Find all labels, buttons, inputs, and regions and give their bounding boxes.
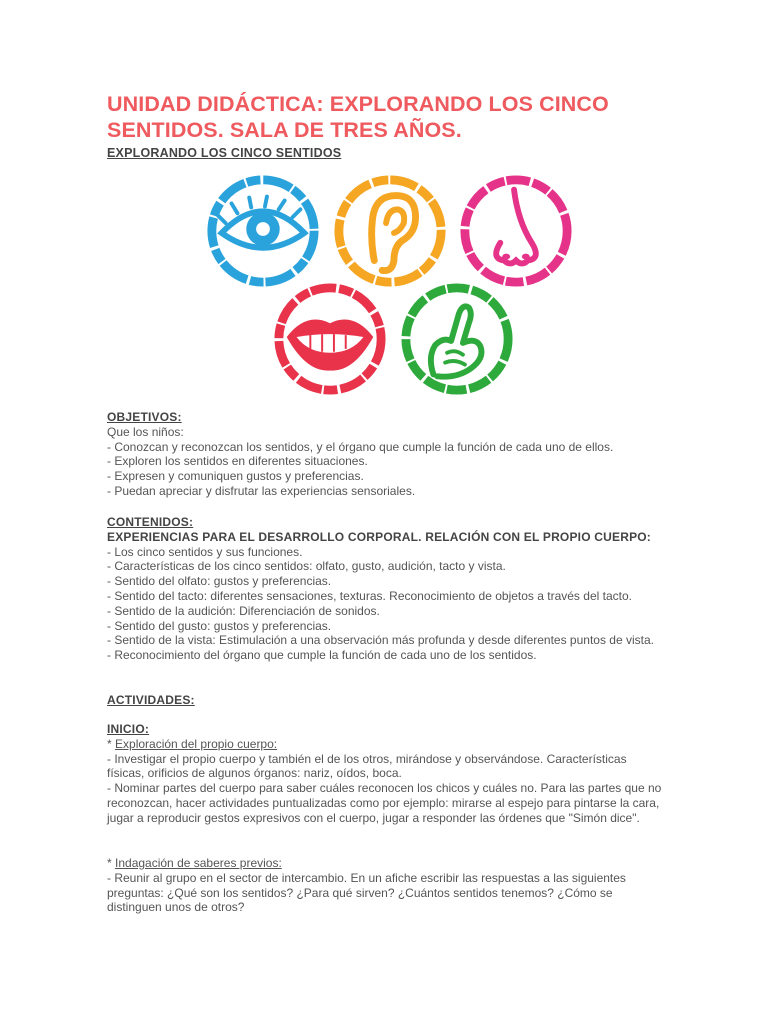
hand-icon: [398, 280, 516, 398]
objetivos-heading: OBJETIVOS:: [107, 410, 182, 424]
list-item: - Investigar el propio cuerpo y también el de los otros, mirándose y observándose. Características físicas, orificios de algunos órganos: nariz, oídos, boca.: [107, 751, 627, 781]
contenidos-section: [107, 515, 667, 663]
indagacion-section: [107, 856, 667, 915]
inicio-section: [107, 722, 667, 826]
contenidos-heading: CONTENIDOS:: [107, 515, 194, 529]
contenidos-subheading: EXPERIENCIAS PARA EL DESARROLLO CORPORAL. RELACIÓN CON EL PROPIO CUERPO:: [107, 529, 652, 544]
list-item: - Expresen y comuniquen gustos y preferencias.: [107, 469, 364, 484]
list-item: - Sentido del olfato: gustos y preferencias.: [107, 574, 332, 589]
mouth-icon: [271, 280, 389, 398]
list-item: - Reunir al grupo en el sector de intercambio. En un afiche escribir las respuestas a las siguientes preguntas: ¿Qué son los sentidos? ¿Para qué sirven? ¿Cuántos sentidos tenemos? ¿Cómo se distinguen unos de otros?: [107, 870, 626, 915]
actividades-heading: ACTIVIDADES:: [107, 693, 195, 707]
list-item: - Exploren los sentidos en diferentes situaciones.: [107, 454, 368, 469]
page-title: UNIDAD DIDÁCTICA: EXPLORANDO LOS CINCO SENTIDOS. SALA DE TRES AÑOS.: [107, 92, 609, 142]
list-item: - Reconocimiento del órgano que cumple la función de cada uno de los sentidos.: [107, 648, 537, 663]
nose-icon: [457, 172, 575, 290]
eye-icon: [204, 172, 322, 290]
objetivos-section: [107, 410, 667, 499]
list-item: - Nominar partes del cuerpo para saber cuáles reconocen los chicos y cuáles no. Para las partes que no reconozcan, hacer actividades puntualizadas como por ejemplo: mirarse al espejo para pintarse la cara, jugar a reproducir gestos expresivos con el cuerpo, jugar a responder las órdenes que "Simón dice".: [107, 781, 662, 825]
indagacion-title-line: [107, 856, 667, 871]
five-senses-illustration: [107, 170, 667, 400]
list-item: - Características de los cinco sentidos: olfato, gusto, audición, tacto y vista.: [107, 559, 506, 574]
list-item: - Sentido de la audición: Diferenciación de sonidos.: [107, 603, 380, 618]
list-item: - Conozcan y reconozcan los sentidos, y el órgano que cumple la función de cada uno de ellos.: [107, 439, 614, 454]
list-item: - Sentido de la vista: Estimulación a una observación más profunda y desde diferentes puntos de vista.: [107, 633, 654, 648]
list-item: - Sentido del tacto: diferentes sensaciones, texturas. Reconocimiento de objetos a través del tacto.: [107, 588, 632, 603]
objetivos-intro: Que los niños:: [107, 424, 184, 439]
indagacion-title: Indagación de saberes previos:: [115, 856, 282, 870]
inicio-heading: INICIO:: [107, 722, 150, 736]
exploracion-title-line: [107, 737, 667, 752]
exploracion-title: Exploración del propio cuerpo:: [115, 736, 278, 751]
list-item: - Sentido del gusto: gustos y preferencias.: [107, 618, 332, 633]
list-item: - Los cinco sentidos y sus funciones.: [107, 544, 303, 559]
list-item: - Puedan apreciar y disfrutar las experiencias sensoriales.: [107, 483, 416, 498]
page-subtitle: EXPLORANDO LOS CINCO SENTIDOS: [107, 146, 342, 160]
bullet-star: *: [107, 736, 116, 751]
ear-icon: [331, 172, 449, 290]
actividades-section: [107, 693, 667, 708]
bullet-star: *: [107, 856, 116, 870]
